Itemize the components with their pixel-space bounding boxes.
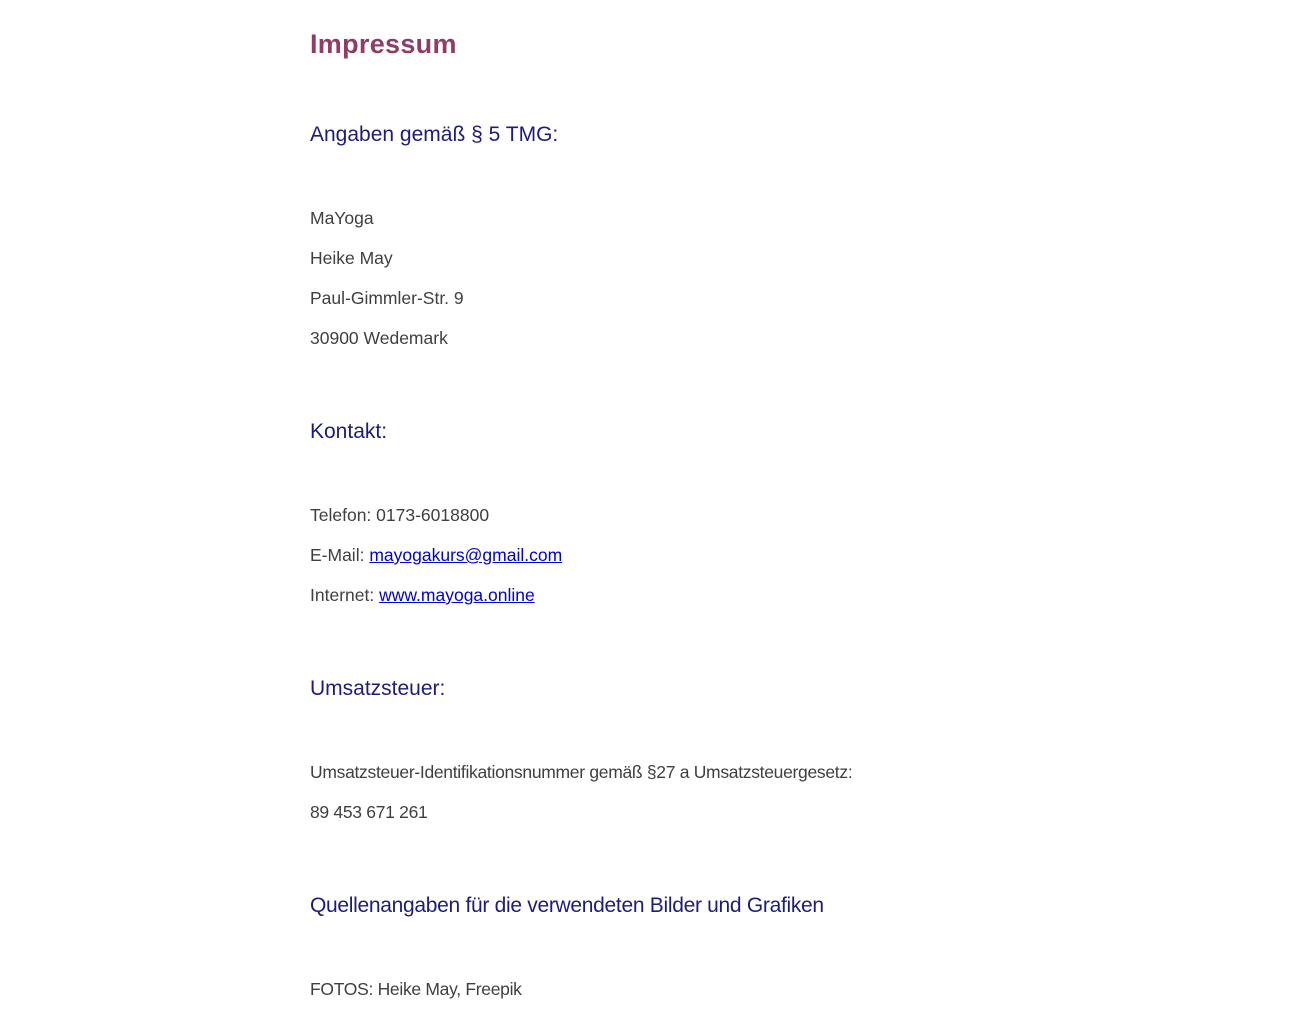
website-link[interactable]: www.mayoga.online [379, 585, 535, 605]
vat-number: 89 453 671 261 [310, 802, 428, 822]
section-heading-quellen: Quellenangaben für die verwendeten Bilder und Grafiken [310, 894, 824, 917]
photo-credits-block [310, 969, 1275, 1009]
internet-line [310, 575, 1275, 615]
owner-name: Heike May [310, 248, 393, 268]
telefon-value: 0173-6018800 [376, 505, 490, 525]
address-block [310, 198, 1275, 358]
company-name: MaYoga [310, 208, 374, 228]
email-line [310, 535, 1275, 575]
internet-label: Internet: [310, 585, 375, 605]
vat-description: Umsatzsteuer-Identifikationsnummer gemäß §27 a Umsatzsteuergesetz: [310, 762, 853, 782]
page-title: Impressum [310, 29, 457, 59]
telefon-label: Telefon: [310, 505, 372, 525]
city-address: 30900 Wedemark [310, 328, 448, 348]
email-label: E-Mail: [310, 545, 365, 565]
section-heading-kontakt: Kontakt: [310, 420, 388, 443]
photo-credits-line: FOTOS: Heike May, Freepik [310, 979, 522, 999]
section-heading-umsatzsteuer: Umsatzsteuer: [310, 677, 446, 700]
email-link[interactable]: mayogakurs@gmail.com [369, 545, 563, 565]
telefon-line [310, 495, 1275, 535]
contact-block [310, 495, 1275, 615]
vat-block [310, 752, 1275, 832]
section-heading-angaben: Angaben gemäß § 5 TMG: [310, 123, 559, 146]
street-address: Paul-Gimmler-Str. 9 [310, 288, 464, 308]
